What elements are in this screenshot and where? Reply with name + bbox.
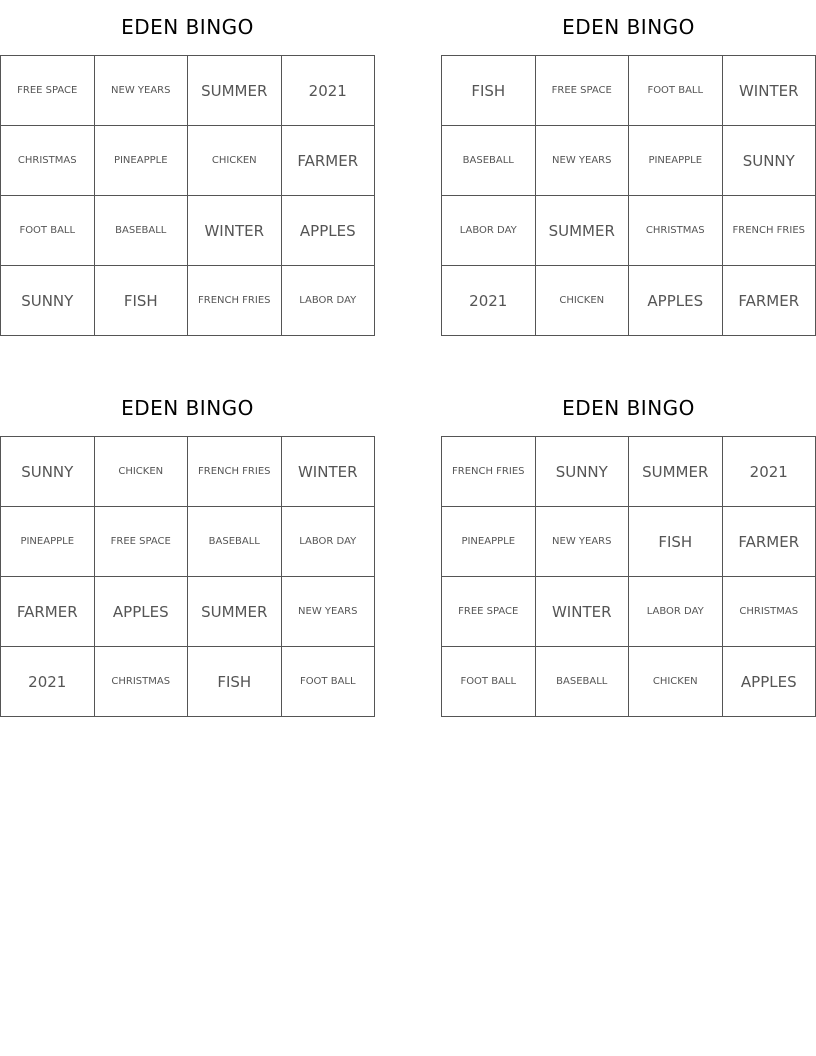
card-title: EDEN BINGO [121, 396, 254, 420]
bingo-cell: FOOT BALL [629, 56, 723, 126]
bingo-cell: SUNNY [1, 437, 95, 507]
bingo-cell: PINEAPPLE [1, 507, 95, 577]
bingo-cell: SUMMER [536, 196, 630, 266]
bingo-cell: FARMER [723, 266, 816, 336]
bingo-cell: WINTER [282, 437, 376, 507]
bingo-cell: FRENCH FRIES [188, 266, 282, 336]
bingo-cell: NEW YEARS [536, 507, 630, 577]
bingo-cell: FREE SPACE [536, 56, 630, 126]
bingo-cell: CHICKEN [188, 126, 282, 196]
bingo-cell: 2021 [1, 647, 95, 717]
bingo-cell: CHRISTMAS [95, 647, 189, 717]
bingo-cell: FOOT BALL [442, 647, 536, 717]
bingo-cell: SUNNY [1, 266, 95, 336]
bingo-cell: FOOT BALL [282, 647, 376, 717]
bingo-cell: FRENCH FRIES [442, 437, 536, 507]
bingo-card-1 [0, 0, 375, 336]
bingo-cell: CHRISTMAS [629, 196, 723, 266]
bingo-cell: PINEAPPLE [95, 126, 189, 196]
bingo-card-4 [441, 381, 816, 717]
bingo-cell: NEW YEARS [536, 126, 630, 196]
bingo-cell: BASEBALL [442, 126, 536, 196]
bingo-cell: CHRISTMAS [1, 126, 95, 196]
bingo-cell: CHICKEN [629, 647, 723, 717]
bingo-cell: 2021 [723, 437, 816, 507]
bingo-cell: BASEBALL [536, 647, 630, 717]
bingo-cell: FISH [629, 507, 723, 577]
bingo-cell: CHICKEN [536, 266, 630, 336]
bingo-cell: FRENCH FRIES [188, 437, 282, 507]
bingo-cell: APPLES [282, 196, 376, 266]
bingo-cell: LABOR DAY [282, 266, 376, 336]
bingo-cell: WINTER [536, 577, 630, 647]
bingo-cell: 2021 [442, 266, 536, 336]
bingo-cell: APPLES [95, 577, 189, 647]
bingo-cell: 2021 [282, 56, 376, 126]
bingo-cell: SUNNY [723, 126, 816, 196]
bingo-cell: FOOT BALL [1, 196, 95, 266]
bingo-cell: PINEAPPLE [442, 507, 536, 577]
bingo-cell: APPLES [723, 647, 816, 717]
card-title: EDEN BINGO [562, 15, 695, 39]
bingo-cell: FISH [95, 266, 189, 336]
bingo-cell: FRENCH FRIES [723, 196, 816, 266]
bingo-grid [0, 55, 375, 336]
bingo-cell: SUMMER [188, 577, 282, 647]
bingo-cell: WINTER [723, 56, 816, 126]
bingo-cell: FARMER [282, 126, 376, 196]
bingo-cell: WINTER [188, 196, 282, 266]
bingo-cell: BASEBALL [95, 196, 189, 266]
bingo-cell: FISH [442, 56, 536, 126]
bingo-cell: LABOR DAY [442, 196, 536, 266]
bingo-cell: SUNNY [536, 437, 630, 507]
bingo-cell: APPLES [629, 266, 723, 336]
bingo-cell: NEW YEARS [95, 56, 189, 126]
bingo-grid [441, 55, 816, 336]
bingo-cell: LABOR DAY [629, 577, 723, 647]
bingo-grid [441, 436, 816, 717]
bingo-card-2 [441, 0, 816, 336]
bingo-cell: SUMMER [188, 56, 282, 126]
bingo-cell: FARMER [1, 577, 95, 647]
bingo-cell: FISH [188, 647, 282, 717]
bingo-cell: FREE SPACE [95, 507, 189, 577]
bingo-cell: BASEBALL [188, 507, 282, 577]
bingo-cell: PINEAPPLE [629, 126, 723, 196]
bingo-cell: FREE SPACE [1, 56, 95, 126]
card-title: EDEN BINGO [121, 15, 254, 39]
bingo-cell: LABOR DAY [282, 507, 376, 577]
bingo-cell: SUMMER [629, 437, 723, 507]
bingo-grid [0, 436, 375, 717]
bingo-cell: NEW YEARS [282, 577, 376, 647]
card-title: EDEN BINGO [562, 396, 695, 420]
bingo-cell: FARMER [723, 507, 816, 577]
bingo-cell: CHRISTMAS [723, 577, 816, 647]
bingo-cell: CHICKEN [95, 437, 189, 507]
bingo-card-3 [0, 381, 375, 717]
bingo-cell: FREE SPACE [442, 577, 536, 647]
